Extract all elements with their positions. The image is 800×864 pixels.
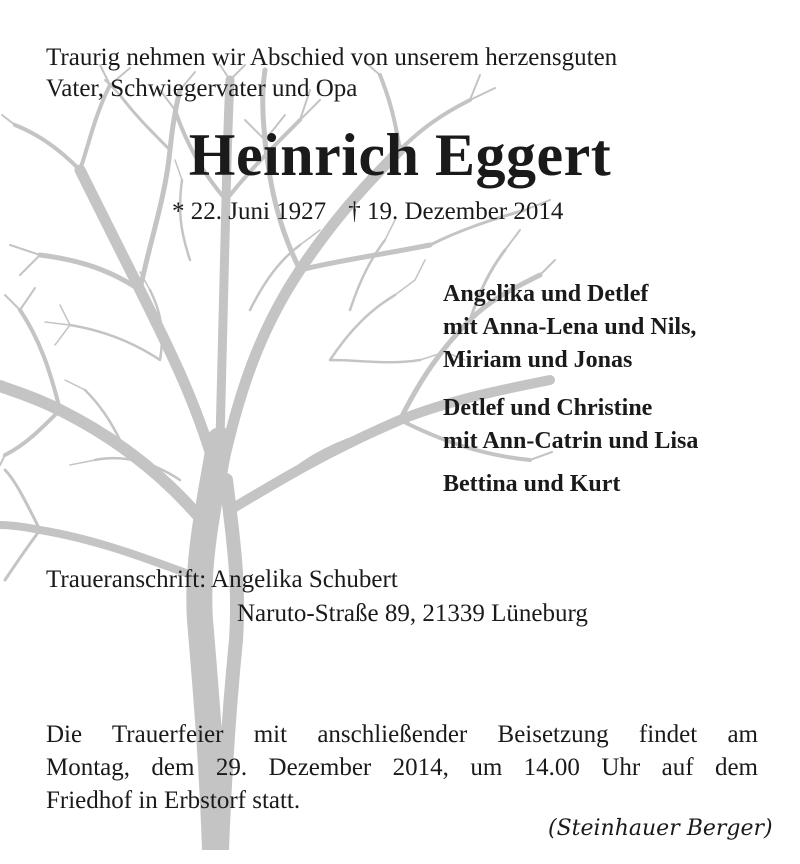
intro-line-2: Vater, Schwiegervater und Opa bbox=[46, 75, 358, 102]
mourning-address-street: Naruto-Straße 89, 21339 Lüneburg bbox=[237, 600, 588, 627]
family-group-1 bbox=[443, 278, 696, 377]
family-line: Angelika und Detlef bbox=[443, 281, 649, 307]
family-line: Detlef und Christine bbox=[443, 395, 653, 421]
death-date: † 19. Dezember 2014 bbox=[348, 198, 564, 225]
family-line: mit Ann-Catrin und Lisa bbox=[443, 428, 699, 454]
service-line-2: Montag, dem 29. Dezember 2014, um 14.00 Uhr auf dem bbox=[46, 754, 758, 781]
birth-date: * 22. Juni 1927 bbox=[172, 198, 327, 225]
life-dates bbox=[172, 196, 563, 227]
deceased-name: Heinrich Eggert bbox=[188, 122, 612, 188]
intro-text bbox=[46, 42, 617, 104]
family-line: mit Anna-Lena und Nils, bbox=[443, 314, 697, 340]
family-group-2 bbox=[443, 392, 698, 458]
family-line: Miriam und Jonas bbox=[443, 347, 633, 373]
family-group-3 bbox=[443, 468, 620, 501]
mourning-address-label: Traueranschrift: Angelika Schubert bbox=[46, 566, 398, 593]
undertaker-signature: (Steinhauer Berger) bbox=[548, 816, 773, 841]
intro-line-1: Traurig nehmen wir Abschied von unserem herzensguten bbox=[46, 44, 618, 71]
service-line-1: Die Trauerfeier mit anschließender Beisetzung findet am bbox=[46, 721, 758, 748]
funeral-service-text bbox=[46, 718, 758, 817]
family-line: Bettina und Kurt bbox=[443, 471, 621, 497]
service-line-3: Friedhof in Erbstorf statt. bbox=[46, 787, 301, 814]
